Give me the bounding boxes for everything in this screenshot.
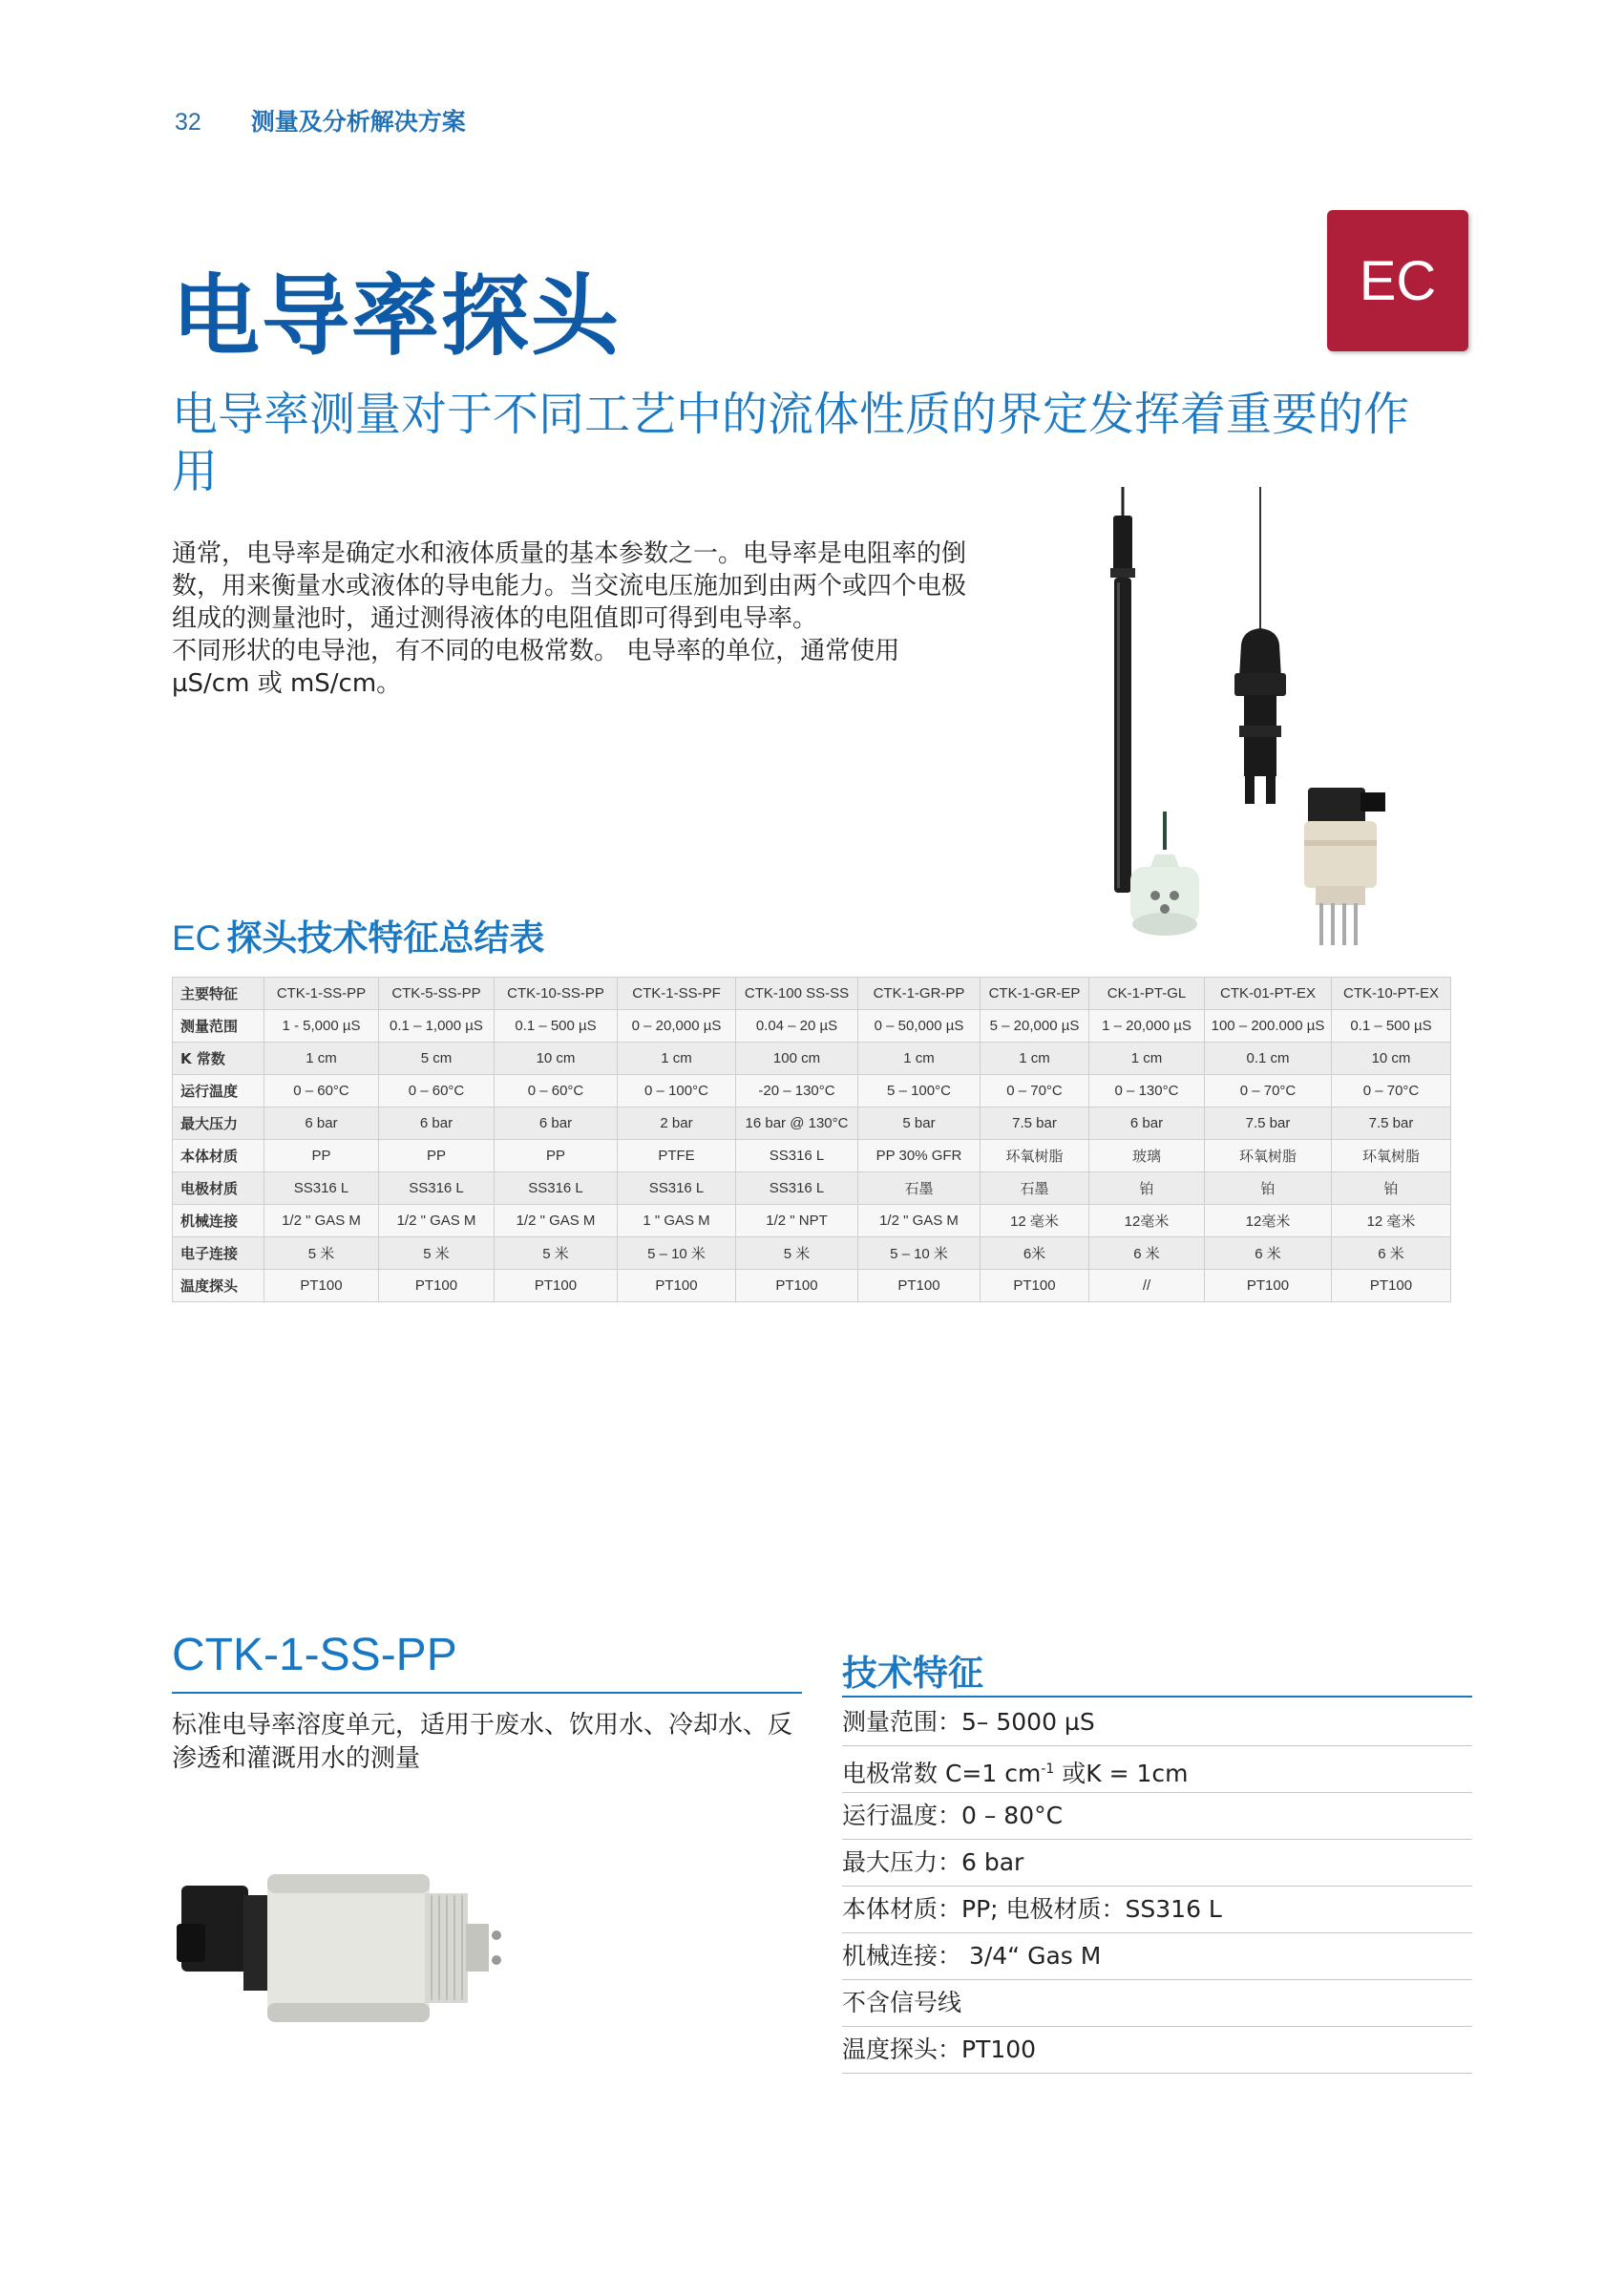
- table-cell: PT100: [495, 1270, 618, 1302]
- table-cell: 0 – 60°C: [495, 1075, 618, 1107]
- tech-item-material: 本体材质：PP; 电极材质：SS316 L: [842, 1887, 1472, 1933]
- table-title-prefix: EC: [172, 918, 221, 958]
- table-cell: 0 – 70°C: [1205, 1075, 1332, 1107]
- table-row: [173, 1172, 1451, 1205]
- table-cell: 0 – 100°C: [618, 1075, 736, 1107]
- model-divider: [172, 1692, 802, 1694]
- table-cell: 1/2 " NPT: [736, 1205, 858, 1237]
- row-label: 电子连接: [173, 1237, 264, 1270]
- ctk-1-ss-pp-probe-image: [172, 1867, 516, 2038]
- table-cell: 铂: [1089, 1172, 1205, 1205]
- tech-item-cable: 不含信号线: [842, 1980, 1472, 2027]
- table-title: [172, 909, 544, 960]
- page-title: 电导率探头: [172, 265, 622, 368]
- table-cell: 1/2 " GAS M: [264, 1205, 379, 1237]
- table-cell: 0 – 130°C: [1089, 1075, 1205, 1107]
- table-cell: 玻璃: [1089, 1140, 1205, 1172]
- table-cell: 6 bar: [379, 1107, 495, 1140]
- table-cell: //: [1089, 1270, 1205, 1302]
- table-cell: PT100: [1332, 1270, 1451, 1302]
- table-cell: SS316 L: [618, 1172, 736, 1205]
- tech-item-temperature: 运行温度：0 – 80°C: [842, 1793, 1472, 1840]
- table-cell: CK-1-PT-GL: [1089, 978, 1205, 1010]
- table-cell: 5 – 10 米: [858, 1237, 981, 1270]
- table-cell: PTFE: [618, 1140, 736, 1172]
- table-cell: 1 cm: [858, 1043, 981, 1075]
- table-cell: 10 cm: [495, 1043, 618, 1075]
- table-cell: 6 米: [1089, 1237, 1205, 1270]
- row-label: 电极材质: [173, 1172, 264, 1205]
- table-cell: 5 米: [264, 1237, 379, 1270]
- table-cell: 7.5 bar: [1205, 1107, 1332, 1140]
- table-cell: 2 bar: [618, 1107, 736, 1140]
- page-header: [175, 103, 466, 137]
- table-cell: 6 米: [1332, 1237, 1451, 1270]
- table-row: [173, 1270, 1451, 1302]
- cell-constant-value: 电极常数 C=1 $cm^{-1}$ 或K = 1cm: [842, 1760, 1189, 1787]
- table-cell: 0 – 50,000 µS: [858, 1010, 981, 1043]
- table-cell: SS316 L: [736, 1172, 858, 1205]
- table-cell: CTK-01-PT-EX: [1205, 978, 1332, 1010]
- table-cell: 6 bar: [1089, 1107, 1205, 1140]
- table-cell: CTK-1-GR-EP: [981, 978, 1089, 1010]
- table-cell: 6米: [981, 1237, 1089, 1270]
- table-cell: 5 – 20,000 µS: [981, 1010, 1089, 1043]
- table-cell: 0.1 cm: [1205, 1043, 1332, 1075]
- table-cell: PT100: [379, 1270, 495, 1302]
- table-cell: PT100: [264, 1270, 379, 1302]
- table-row: [173, 1205, 1451, 1237]
- industrial-probe-image: [1304, 788, 1385, 945]
- table-header-row: [173, 978, 1451, 1010]
- table-cell: 12 毫米: [1332, 1205, 1451, 1237]
- table-row: [173, 1107, 1451, 1140]
- table-cell: 6 米: [1205, 1237, 1332, 1270]
- table-cell: CTK-1-SS-PP: [264, 978, 379, 1010]
- table-cell: 5 米: [379, 1237, 495, 1270]
- table-cell: 1/2 " GAS M: [495, 1205, 618, 1237]
- table-cell: CTK-10-PT-EX: [1332, 978, 1451, 1010]
- table-cell: 1 cm: [264, 1043, 379, 1075]
- table-cell: CTK-100 SS-SS: [736, 978, 858, 1010]
- row-label: 温度探头: [173, 1270, 264, 1302]
- table-cell: 12 毫米: [981, 1205, 1089, 1237]
- table-cell: 环氧树脂: [1205, 1140, 1332, 1172]
- white-probe-image: [1130, 812, 1199, 936]
- table-cell: 1 – 20,000 µS: [1089, 1010, 1205, 1043]
- row-label: 本体材质: [173, 1140, 264, 1172]
- table-cell: SS316 L: [379, 1172, 495, 1205]
- table-cell: 0 – 70°C: [1332, 1075, 1451, 1107]
- table-cell: SS316 L: [264, 1172, 379, 1205]
- table-cell: 10 cm: [1332, 1043, 1451, 1075]
- intro-paragraph-1: 通常，电导率是确定水和液体质量的基本参数之一。电导率是电阻率的倒数，用来衡量水或液体的导电能力。当交流电压施加到由两个或四个电极组成的测量池时，通过测得液体的电阻值即可得到电导率。: [172, 539, 967, 633]
- table-cell: 12毫米: [1205, 1205, 1332, 1237]
- tech-item-connection: 机械连接： 3/4“ Gas M: [842, 1933, 1472, 1980]
- table-title-text: 探头技术特征总结表: [226, 918, 545, 959]
- tech-item-range: 测量范围：5– 5000 µS: [842, 1699, 1472, 1746]
- table-cell: 铂: [1332, 1172, 1451, 1205]
- table-cell: 5 cm: [379, 1043, 495, 1075]
- table-row: [173, 1043, 1451, 1075]
- table-cell: PP 30% GFR: [858, 1140, 981, 1172]
- table-cell: CTK-1-GR-PP: [858, 978, 981, 1010]
- table-cell: 环氧树脂: [981, 1140, 1089, 1172]
- product-images: [1069, 477, 1432, 955]
- table-cell: CTK-5-SS-PP: [379, 978, 495, 1010]
- table-cell: 1 cm: [618, 1043, 736, 1075]
- tech-item-cell-constant: [842, 1746, 1472, 1793]
- table-cell: 环氧树脂: [1332, 1140, 1451, 1172]
- table-cell: SS316 L: [495, 1172, 618, 1205]
- table-cell: 5 米: [495, 1237, 618, 1270]
- table-cell: 1 cm: [981, 1043, 1089, 1075]
- table-cell: 0 – 70°C: [981, 1075, 1089, 1107]
- table-cell: 16 bar @ 130°C: [736, 1107, 858, 1140]
- table-cell: 0 – 60°C: [379, 1075, 495, 1107]
- ec-badge: EC: [1327, 210, 1468, 351]
- table-cell: 5 – 10 米: [618, 1237, 736, 1270]
- table-cell: PT100: [736, 1270, 858, 1302]
- tech-item-pressure: 最大压力：6 bar: [842, 1840, 1472, 1887]
- table-cell: PP: [264, 1140, 379, 1172]
- page-number: 32: [175, 109, 201, 136]
- table-cell: SS316 L: [736, 1140, 858, 1172]
- row-label: 主要特征: [173, 978, 264, 1010]
- tech-item-temp-probe: 温度探头：PT100: [842, 2027, 1472, 2074]
- table-row: [173, 1237, 1451, 1270]
- table-cell: 1 - 5,000 µS: [264, 1010, 379, 1043]
- table-row: [173, 1010, 1451, 1043]
- row-label: 测量范围: [173, 1010, 264, 1043]
- table-cell: 7.5 bar: [1332, 1107, 1451, 1140]
- table-cell: 7.5 bar: [981, 1107, 1089, 1140]
- table-cell: 1 cm: [1089, 1043, 1205, 1075]
- table-cell: -20 – 130°C: [736, 1075, 858, 1107]
- intro-paragraph-2: 不同形状的电导池，有不同的电极常数。 电导率的单位，通常使用µS/cm 或 mS/cm。: [172, 637, 900, 698]
- row-label: K 常数: [173, 1043, 264, 1075]
- row-label: 运行温度: [173, 1075, 264, 1107]
- table-cell: 6 bar: [495, 1107, 618, 1140]
- table-cell: 5 – 100°C: [858, 1075, 981, 1107]
- table-cell: 1/2 " GAS M: [379, 1205, 495, 1237]
- table-cell: 0.04 – 20 µS: [736, 1010, 858, 1043]
- table-cell: 0.1 – 1,000 µS: [379, 1010, 495, 1043]
- table-row: [173, 1140, 1451, 1172]
- tech-divider: [842, 1696, 1472, 1698]
- table-cell: 铂: [1205, 1172, 1332, 1205]
- table-cell: 6 bar: [264, 1107, 379, 1140]
- table-cell: 100 cm: [736, 1043, 858, 1075]
- table-cell: 石墨: [858, 1172, 981, 1205]
- table-cell: CTK-10-SS-PP: [495, 978, 618, 1010]
- table-cell: 1 " GAS M: [618, 1205, 736, 1237]
- table-cell: PP: [379, 1140, 495, 1172]
- table-cell: 5 bar: [858, 1107, 981, 1140]
- model-title: CTK-1-SS-PP: [172, 1630, 457, 1680]
- table-row: [173, 1075, 1451, 1107]
- tech-list: [842, 1699, 1472, 2074]
- section-title: 测量及分析解决方案: [250, 108, 466, 136]
- spec-table: [172, 977, 1451, 1302]
- long-probe-image: [1110, 487, 1135, 893]
- table-cell: PT100: [618, 1270, 736, 1302]
- table-cell: 1/2 " GAS M: [858, 1205, 981, 1237]
- table-cell: PT100: [981, 1270, 1089, 1302]
- table-cell: 5 米: [736, 1237, 858, 1270]
- table-cell: 12毫米: [1089, 1205, 1205, 1237]
- tech-title: 技术特征: [842, 1653, 983, 1694]
- table-cell: 0 – 60°C: [264, 1075, 379, 1107]
- table-cell: 石墨: [981, 1172, 1089, 1205]
- row-label: 机械连接: [173, 1205, 264, 1237]
- table-cell: PT100: [1205, 1270, 1332, 1302]
- table-cell: PT100: [858, 1270, 981, 1302]
- table-cell: CTK-1-SS-PF: [618, 978, 736, 1010]
- black-probe-image: [1234, 487, 1286, 804]
- page-subtitle: 电导率测量对于不同工艺中的流体性质的界定发挥着重要的作用: [172, 388, 1410, 498]
- table-cell: 100 – 200.000 µS: [1205, 1010, 1332, 1043]
- table-cell: 0 – 20,000 µS: [618, 1010, 736, 1043]
- table-cell: PP: [495, 1140, 618, 1172]
- model-description: 标准电导率溶度单元，适用于废水、饮用水、冷却水、反渗透和灌溉用水的测量: [172, 1711, 793, 1773]
- table-cell: 0.1 – 500 µS: [495, 1010, 618, 1043]
- row-label: 最大压力: [173, 1107, 264, 1140]
- intro-text: [172, 538, 974, 700]
- table-cell: 0.1 – 500 µS: [1332, 1010, 1451, 1043]
